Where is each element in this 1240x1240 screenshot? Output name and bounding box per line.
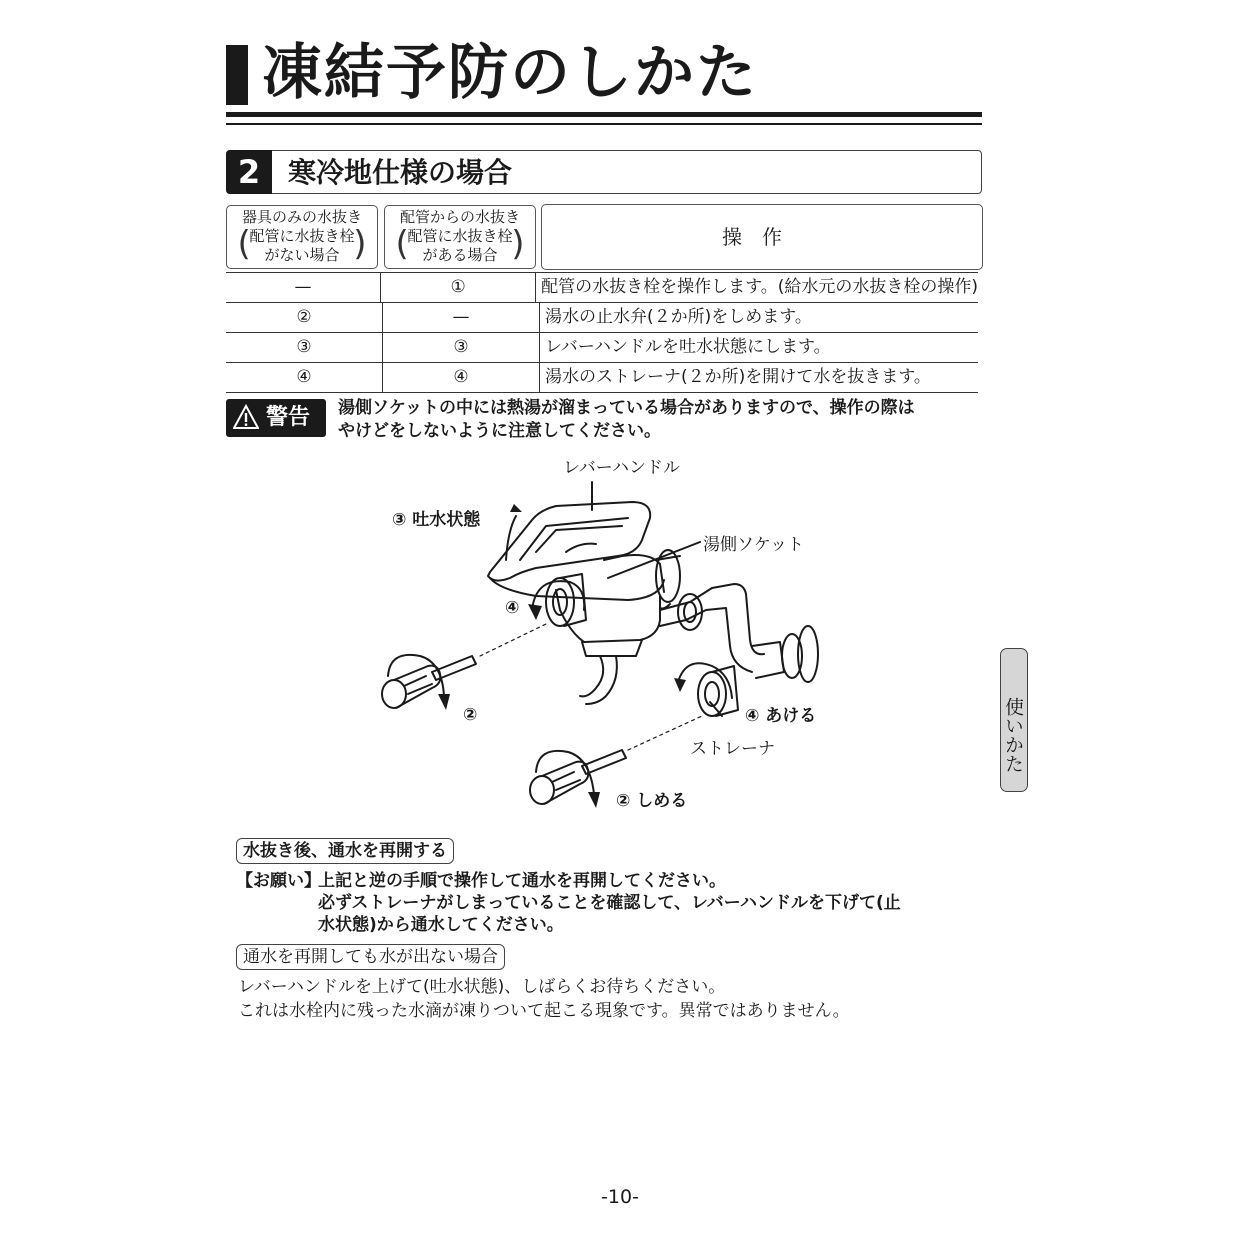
cell-fixture: ④ (226, 363, 383, 392)
table-row (226, 303, 978, 333)
warning-line1: 湯側ソケットの中には熱湯が溜まっている場合がありますので、操作の際は (338, 398, 915, 418)
cell-operation: 湯水の止水弁(２か所)をしめます。 (545, 307, 812, 327)
cell-pipe: — (383, 303, 540, 332)
cell-fixture: ③ (226, 333, 383, 362)
no-water-note (238, 975, 850, 1023)
table-row (226, 272, 978, 303)
cell-pipe: ③ (383, 333, 540, 362)
cell-operation: レバーハンドルを吐水状態にします。 (545, 337, 831, 357)
header-main-text: 配管からの水抜き (399, 208, 520, 226)
cell-pipe: ④ (383, 363, 540, 392)
warning-text (338, 397, 988, 443)
title-bar-mark (226, 45, 248, 105)
label-hot-socket: 湯側ソケット (703, 535, 804, 555)
warning-line2: やけどをしないように注意してください。 (338, 421, 661, 441)
table-row (226, 363, 978, 393)
label-step4-left: ④ (505, 598, 520, 618)
label-strainer: ストレーナ (690, 739, 775, 759)
header-sub-line1: ( 配管に水抜き栓 (249, 227, 355, 245)
request-line1: 上記と逆の手順で操作して通水を再開してください。 (318, 871, 726, 891)
label-step2-left: ② (463, 705, 478, 725)
request-line2: 必ずストレーナがしまっていることを確認して、レバーハンドルを下げて(止 (318, 893, 901, 913)
section-title: 寒冷地仕様の場合 (288, 156, 513, 189)
operation-table (226, 272, 978, 393)
side-tab-usage: 使いかた (1000, 648, 1028, 792)
request-line3: 水状態)から通水してください。 (318, 915, 564, 935)
label-close: ② しめる (616, 791, 688, 811)
header-sub-text (243, 227, 360, 265)
cell-operation: 配管の水抜き栓を操作します。(給水元の水抜き栓の操作) (541, 277, 978, 297)
no-water-line2: これは水栓内に残った水滴が凍りついて起こる現象です。異常ではありません。 (238, 1001, 850, 1021)
label-lever-handle: レバーハンドル (563, 458, 680, 478)
warning-triangle-icon (233, 404, 259, 430)
header-sub-line2: がある場合 (422, 246, 498, 264)
request-text (318, 870, 978, 936)
header-main-text: 器具のみの水抜き (241, 208, 362, 226)
cell-operation: 湯水のストレーナ(２か所)を開けて水を抜きます。 (545, 367, 931, 387)
resume-title: 水抜き後、通水を再開する (236, 838, 454, 864)
cell-pipe: ① (381, 273, 536, 302)
title-rule-thin (226, 123, 982, 125)
request-label: 【お願い】 (236, 871, 321, 891)
page-title: 凍結予防のしかた (262, 38, 758, 108)
header-sub-text (401, 227, 518, 265)
no-water-title: 通水を再開しても水が出ない場合 (236, 944, 505, 970)
table-header-operation: 操作 (541, 204, 983, 270)
label-spout-state: ③ 吐水状態 (392, 510, 481, 530)
page-number: -10- (601, 1186, 639, 1208)
warning-label: 警告 (266, 405, 311, 430)
section-number: 2 (226, 150, 272, 194)
cell-fixture: ② (226, 303, 383, 332)
header-sub-line2: がない場合 (264, 246, 340, 264)
cell-fixture: — (226, 273, 381, 302)
table-header-pipe-drain (384, 205, 536, 269)
table-header-fixture-drain (226, 205, 378, 269)
no-water-line1: レバーハンドルを上げて(吐水状態)、しばらくお待ちください。 (238, 977, 726, 997)
title-rule-thick (226, 112, 982, 117)
table-row (226, 333, 978, 363)
header-sub-line1: ( 配管に水抜き栓 (407, 227, 513, 245)
label-open: ④ あける (745, 706, 817, 726)
